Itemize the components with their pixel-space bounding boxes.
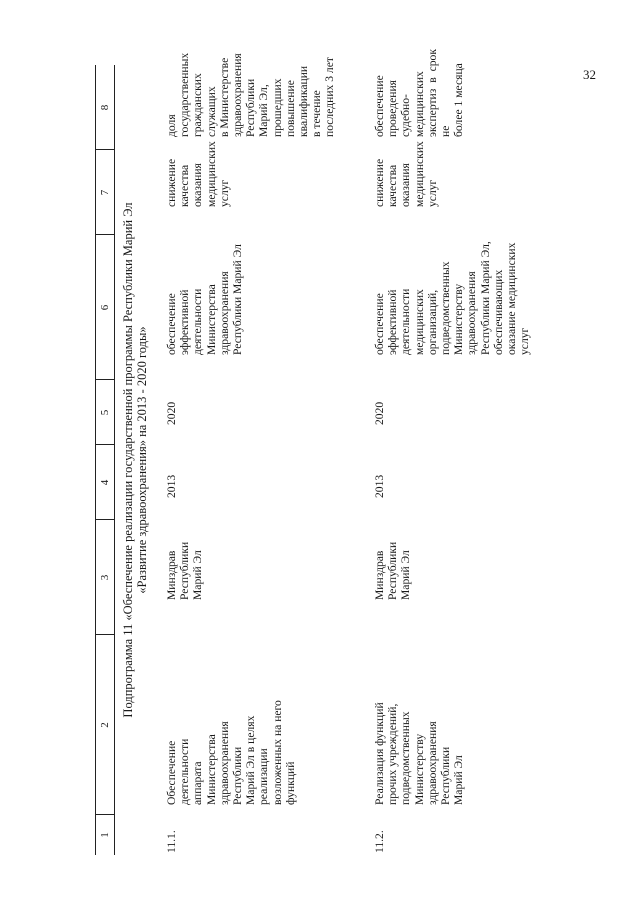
end-year: 2020 bbox=[373, 401, 386, 425]
column-number: 5 bbox=[99, 409, 111, 416]
column-number: 1 bbox=[99, 832, 111, 838]
subprogram-title-line1: Подпрограмма 11 «Обеспечение реализации государственной программы Республики Марий Эл bbox=[121, 202, 135, 718]
table-sheet bbox=[95, 49, 535, 855]
executor: Минздрав Республики Марий Эл bbox=[373, 541, 413, 600]
column-number-header bbox=[95, 65, 115, 855]
column-number: 3 bbox=[99, 574, 111, 581]
row-number: 11.2. bbox=[373, 830, 386, 853]
subprogram-title-line2: «Развитие здравоохранения» на 2013 - 2020 годы» bbox=[135, 326, 149, 594]
activity-name: Реализация функций прочих учреждений, подведомственных Министерству здравоохранения Республики Марий Эл bbox=[373, 702, 466, 805]
non-implementation-consequence: снижение качества оказания медицинских услуг bbox=[373, 141, 439, 207]
indicator: обеспечение проведения судебно- медицинских экспертиз в срок не более 1 месяца bbox=[373, 49, 466, 137]
start-year: 2013 bbox=[165, 474, 178, 498]
start-year: 2013 bbox=[373, 474, 386, 498]
column-number: 7 bbox=[99, 189, 111, 196]
non-implementation-consequence: снижение качества оказания медицинских услуг bbox=[165, 141, 231, 207]
column-number: 8 bbox=[99, 104, 111, 111]
column-number: 4 bbox=[99, 479, 111, 486]
executor: Минздрав Республики Марий Эл bbox=[165, 541, 205, 600]
expected-result: обеспечение эффективной деятельности медицинских организаций, подведомственных Министерству здравоохранения Республики Марий Эл, обеспечивающих оказание медицинских услуг bbox=[373, 241, 532, 355]
page-number: 32 bbox=[583, 67, 596, 82]
activity-name: Обеспечение деятельности аппарата Министерства здравоохранения Республики Марий Эл в целях реализации возложенных на него функций bbox=[165, 700, 297, 805]
row-number: 11.1. bbox=[165, 830, 178, 853]
indicator: доля государственных гражданских служащих в Министерстве здравоохранения Республики Марий Эл, прошедших повышение квалификации в течение последних 3 лет bbox=[165, 52, 337, 137]
column-number: 6 bbox=[99, 304, 111, 311]
end-year: 2020 bbox=[165, 401, 178, 425]
expected-result: обеспечение эффективной деятельности Министерства здравоохранения Республики Марий Эл bbox=[165, 244, 245, 355]
column-number: 2 bbox=[99, 722, 111, 728]
